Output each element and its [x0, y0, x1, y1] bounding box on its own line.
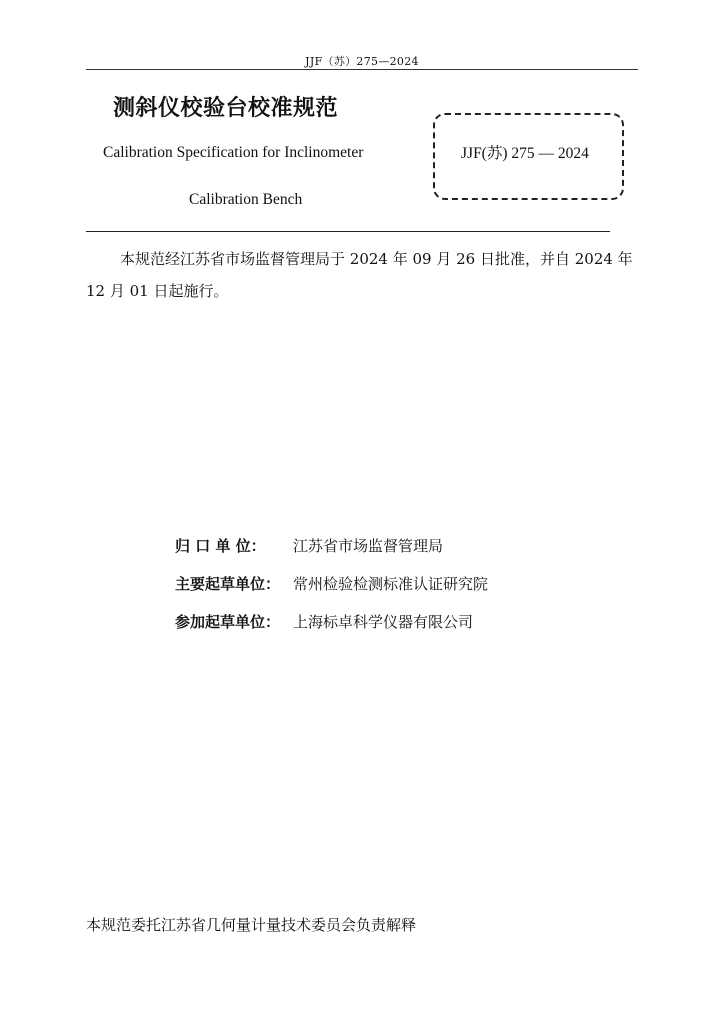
- header-divider: [86, 69, 638, 70]
- title-english-line1: Calibration Specification for Inclinometer: [103, 144, 364, 161]
- unit-row-participating-drafter: [175, 611, 473, 632]
- title-divider: [86, 231, 610, 232]
- document-code-header: JJF（苏）275—2024: [305, 55, 419, 68]
- title-chinese: 测斜仪校验台校准规范: [113, 96, 339, 121]
- unit-label-main-drafter: 主要起草单位：: [175, 575, 281, 593]
- approval-statement: 本规范经江苏省市场监督管理局于 2024 年 09 月 26 日批准，并自 2024 年 12 月 01 日起施行。: [86, 250, 633, 300]
- unit-value-participating-drafter: 上海标卓科学仪器有限公司: [293, 613, 474, 631]
- unit-value-main-drafter: 常州检验检测标准认证研究院: [293, 575, 489, 593]
- code-box-text: JJF(苏) 275 — 2024: [461, 145, 589, 162]
- unit-row-centralized: [175, 535, 443, 556]
- title-english-line2: Calibration Bench: [189, 191, 303, 208]
- unit-label-centralized: 归 口 单 位：: [175, 537, 266, 555]
- unit-row-main-drafter: [175, 573, 488, 594]
- unit-value-centralized: 江苏省市场监督管理局: [293, 537, 444, 555]
- unit-label-participating-drafter: 参加起草单位：: [175, 613, 281, 631]
- interpretation-note: 本规范委托江苏省几何量计量技术委员会负责解释: [86, 916, 417, 934]
